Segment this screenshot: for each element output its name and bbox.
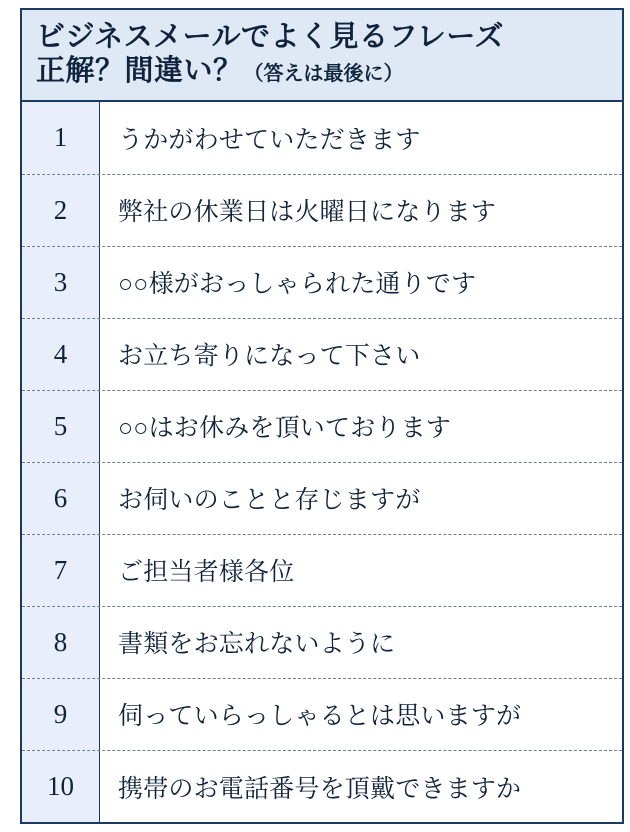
row-number: 1 [22, 102, 100, 173]
header-title-line2 [36, 54, 608, 88]
row-phrase: お立ち寄りになって下さい [118, 342, 421, 371]
row-number: 8 [22, 607, 100, 678]
row-phrase: 伺っていらっしゃるとは思いますが [118, 702, 522, 731]
row-number: 3 [22, 247, 100, 318]
row-number: 9 [22, 679, 100, 750]
table-row [22, 391, 622, 463]
table-row [22, 175, 622, 247]
table-row [22, 679, 622, 751]
row-number: 5 [22, 391, 100, 462]
row-number: 7 [22, 535, 100, 606]
header-title-question: 正解？間違い？ [36, 55, 243, 88]
row-number: 6 [22, 463, 100, 534]
row-phrase: ○○はお休みを頂いております [118, 414, 452, 443]
row-number: 10 [22, 751, 100, 822]
row-number: 2 [22, 175, 100, 246]
table-row [22, 535, 622, 607]
table-row [22, 751, 622, 822]
row-phrase: ○○様がおっしゃられた通りです [118, 270, 477, 299]
row-phrase: 弊社の休業日は火曜日になります [118, 198, 497, 227]
row-number: 4 [22, 319, 100, 390]
row-phrase: 書類をお忘れないように [118, 630, 396, 659]
phrase-list [22, 102, 622, 822]
table-row [22, 463, 622, 535]
row-phrase: うかがわせていただきます [118, 125, 421, 154]
header-title-line1: ビジネスメールでよく見るフレーズ [36, 21, 504, 53]
table-row [22, 102, 622, 174]
row-phrase: ご担当者様各位 [118, 558, 295, 587]
table-row [22, 319, 622, 391]
table-row [22, 247, 622, 319]
table-header [22, 10, 622, 102]
row-phrase: 携帯のお電話番号を頂戴できますか [118, 774, 522, 803]
header-title-note: （答えは最後に） [243, 63, 404, 86]
row-phrase: お伺いのことと存じますが [118, 486, 421, 515]
table-row [22, 607, 622, 679]
phrase-table [20, 8, 624, 824]
